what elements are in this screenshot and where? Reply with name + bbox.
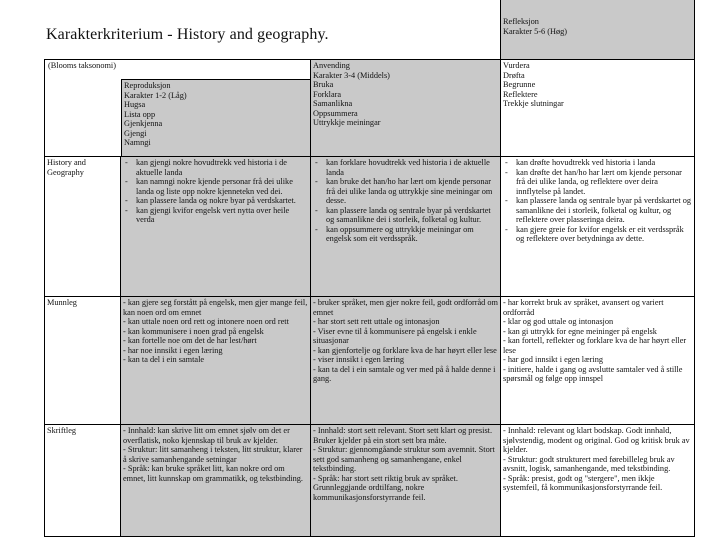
criterion-item: - Språk: presist, godt og "stergere", men ikkje systemfeil, få kommunikasjonsforstyrrande feil. bbox=[503, 473, 663, 492]
criterion-item: - har stort sett rett uttale og intonasjon bbox=[313, 317, 440, 326]
low-verb: Namngi bbox=[124, 138, 151, 147]
high-verb: Trekkje slutningar bbox=[503, 99, 564, 108]
oral-mid-cell bbox=[311, 297, 501, 425]
criterion-item: - kan forklare hovudtrekk ved historia i de aktuelle landa bbox=[326, 158, 498, 177]
low-level-header bbox=[121, 79, 311, 156]
criterion-item: - Språk: har stort sett riktig bruk av språket. Grunnleggjande ordtilfang, nokre kommunikasjonsforstyrrande feil. bbox=[313, 473, 458, 502]
criterion-item: - kan bruke det han/ho har lært om kjende personar frå dei ulike landa og uttrykkje sine meiningar om desse. bbox=[326, 177, 498, 206]
bloom-cell bbox=[45, 60, 311, 157]
high-level-grade: Karakter 5-6 (Høg) bbox=[503, 26, 568, 36]
mid-verb: Uttrykkje meiningar bbox=[313, 118, 381, 127]
criterion-item: - Struktur: litt samanheng i teksten, litt struktur, klarer å skrive samanhengande setningar bbox=[123, 445, 303, 464]
criterion-item: - kan fortelle noe om det de har lest/hørt bbox=[123, 336, 257, 345]
rubric-table bbox=[44, 0, 695, 537]
criterion-item: - har korrekt bruk av språket, avansert og variert ordforråd bbox=[503, 298, 664, 317]
criterion-item: - Viser evne til å kommunisere på engelsk i enkle situasjonar bbox=[313, 326, 477, 345]
subject-low-cell bbox=[121, 157, 311, 297]
high-verb: Vurdera bbox=[503, 61, 530, 70]
criterion-item: - kan uttale noen ord rett og intonere noen ord rett bbox=[123, 317, 289, 326]
high-level-header bbox=[501, 0, 695, 60]
criterion-item: - har noe innsikt i egen læring bbox=[123, 345, 223, 355]
criterion-item: - kan plassere landa og nokre byar på verdskartet. bbox=[136, 196, 308, 206]
criterion-item: - kan gjenfortelje og forklare kva de har høyrt eller lese bbox=[313, 345, 497, 355]
oral-high-cell bbox=[501, 297, 695, 425]
criterion-item: - Innhald: stort sett relevant. Stort sett klart og presist. Bruker kjelder på ein stort sett bra måte. bbox=[313, 426, 493, 445]
criterion-item: - kan drøfte det han/ho har lært om kjende personar frå dei ulike landa, og reflektere over deira innflytelse på landet. bbox=[516, 168, 692, 197]
subject-high-cell bbox=[501, 157, 695, 297]
row-label-oral: Munnleg bbox=[45, 297, 121, 425]
mid-verb: Oppsummera bbox=[313, 108, 358, 118]
criterion-item: - kan drøfte hovudtrekk ved historia i landa bbox=[516, 158, 692, 168]
low-verb: Gjenkjenna bbox=[124, 119, 163, 128]
low-level-heading: Reproduksjon bbox=[124, 81, 171, 90]
high-verb: Reflektere bbox=[503, 89, 538, 99]
criterion-item: - bruker språket, men gjer nokre feil, godt ordforråd om emnet bbox=[313, 298, 499, 317]
high-level-heading: Refleksjon bbox=[503, 17, 539, 26]
mid-verb: Samanlikna bbox=[313, 99, 353, 108]
criterion-item: - klar og god uttale og intonasjon bbox=[503, 317, 614, 326]
criterion-item: - kan ta del i ein samtale bbox=[123, 355, 205, 364]
criterion-item: - kan plassere landa og sentrale byar på verdskartet og samanlikne dei i storleik, folketal og kultur, og reflektere over plasseringa deira. bbox=[516, 196, 692, 225]
row-label-written: Skriftleg bbox=[45, 425, 121, 537]
title-row bbox=[45, 0, 695, 60]
criterion-item: - kan oppsummere og uttrykkje meiningar om engelsk som eit verdsspråk. bbox=[326, 225, 498, 244]
oral-row bbox=[45, 297, 695, 425]
criterion-item: - Språk: kan bruke språket litt, kan nokre ord om emnet, litt kunnskap om grammatikk, og tekstbinding. bbox=[123, 464, 303, 483]
oral-low-cell bbox=[121, 297, 311, 425]
criterion-item: - Struktur: gjennomgåande struktur som avemnit. Stort sett god samanheng og samanhengane, enkel tekstbinding. bbox=[313, 445, 495, 473]
criterion-item: - Innhald: relevant og klart bodskap. Godt innhald, sjølvstendig, modent og original. God og kritisk bruk av kjelder. bbox=[503, 426, 690, 454]
written-row bbox=[45, 425, 695, 537]
written-high-cell bbox=[501, 425, 695, 537]
low-level-grade: Karakter 1-2 (Låg) bbox=[124, 90, 187, 100]
bloom-label: (Blooms taksonomi) bbox=[48, 61, 116, 70]
low-verb: Lista opp bbox=[124, 109, 156, 119]
criterion-item: - kan namngi nokre kjende personar frå dei ulike landa og liste opp nokre kjennetekn ved dei. bbox=[136, 177, 308, 196]
mid-verb: Forklara bbox=[313, 89, 342, 99]
criterion-item: - Innhald: kan skrive litt om emnet sjølv om det er overflatisk, noko kjennskap til bruk av kjelder. bbox=[123, 426, 290, 445]
criterion-item: - kan gjere greie for kvifor engelsk er eit verdsspråk og reflektere over betydninga av dette. bbox=[516, 225, 692, 244]
page-title: Karakterkriterium - History and geography. bbox=[46, 26, 329, 43]
criterion-item: - har god innsikt i egen læring bbox=[503, 355, 604, 364]
subject-row bbox=[45, 157, 695, 297]
low-verb: Hugsa bbox=[124, 100, 146, 109]
row-label-subject: History and Geography bbox=[45, 157, 121, 297]
subject-mid-cell bbox=[311, 157, 501, 297]
written-low-cell bbox=[121, 425, 311, 537]
mid-level-grade: Karakter 3-4 (Middels) bbox=[313, 70, 390, 80]
criterion-item: - kan gjengi kvifor engelsk vert nytta over heile verda bbox=[136, 206, 308, 225]
criterion-item: - kan kommunisere i noen grad på engelsk bbox=[123, 326, 264, 336]
criterion-item: - kan gjengi nokre hovudtrekk ved historia i de aktuelle landa bbox=[136, 158, 308, 177]
criterion-item: - kan gjere seg forstått på engelsk, men gjer mange feil, kan noen ord om emnet bbox=[123, 298, 308, 317]
mid-level-heading: Anvending bbox=[313, 61, 350, 70]
criterion-item: - kan ta del i ein samtale og ver med på å halde denne i gang. bbox=[313, 364, 496, 383]
criterion-item: - viser innsikt i egen læring bbox=[313, 355, 405, 364]
criterion-item: - kan gi uttrykk for egne meininger på engelsk bbox=[503, 326, 657, 336]
mid-verb: Bruka bbox=[313, 80, 334, 89]
criterion-item: - kan plassere landa og sentrale byar på verdskartet og samanlikne dei i storleik, folketal og kultur. bbox=[326, 206, 498, 225]
level-header-row bbox=[45, 60, 695, 157]
low-verb: Gjengi bbox=[124, 128, 147, 138]
high-level-verbs bbox=[501, 60, 695, 157]
high-verb: Drøfta bbox=[503, 70, 525, 80]
mid-level-header bbox=[311, 60, 501, 157]
written-mid-cell bbox=[311, 425, 501, 537]
high-verb: Begrunne bbox=[503, 80, 536, 89]
criterion-item: - initiere, halde i gang og avslutte samtaler ved å stille spørsmål og følge opp innspel bbox=[503, 364, 683, 383]
criterion-item: - kan fortell, reflekter og forklare kva de har høyrt eller lese bbox=[503, 336, 687, 355]
criterion-item: - Struktur: godt strukturert med førebilleleg bruk av avsnitt, logisk, samanhengande, med tekstbinding. bbox=[503, 454, 675, 473]
